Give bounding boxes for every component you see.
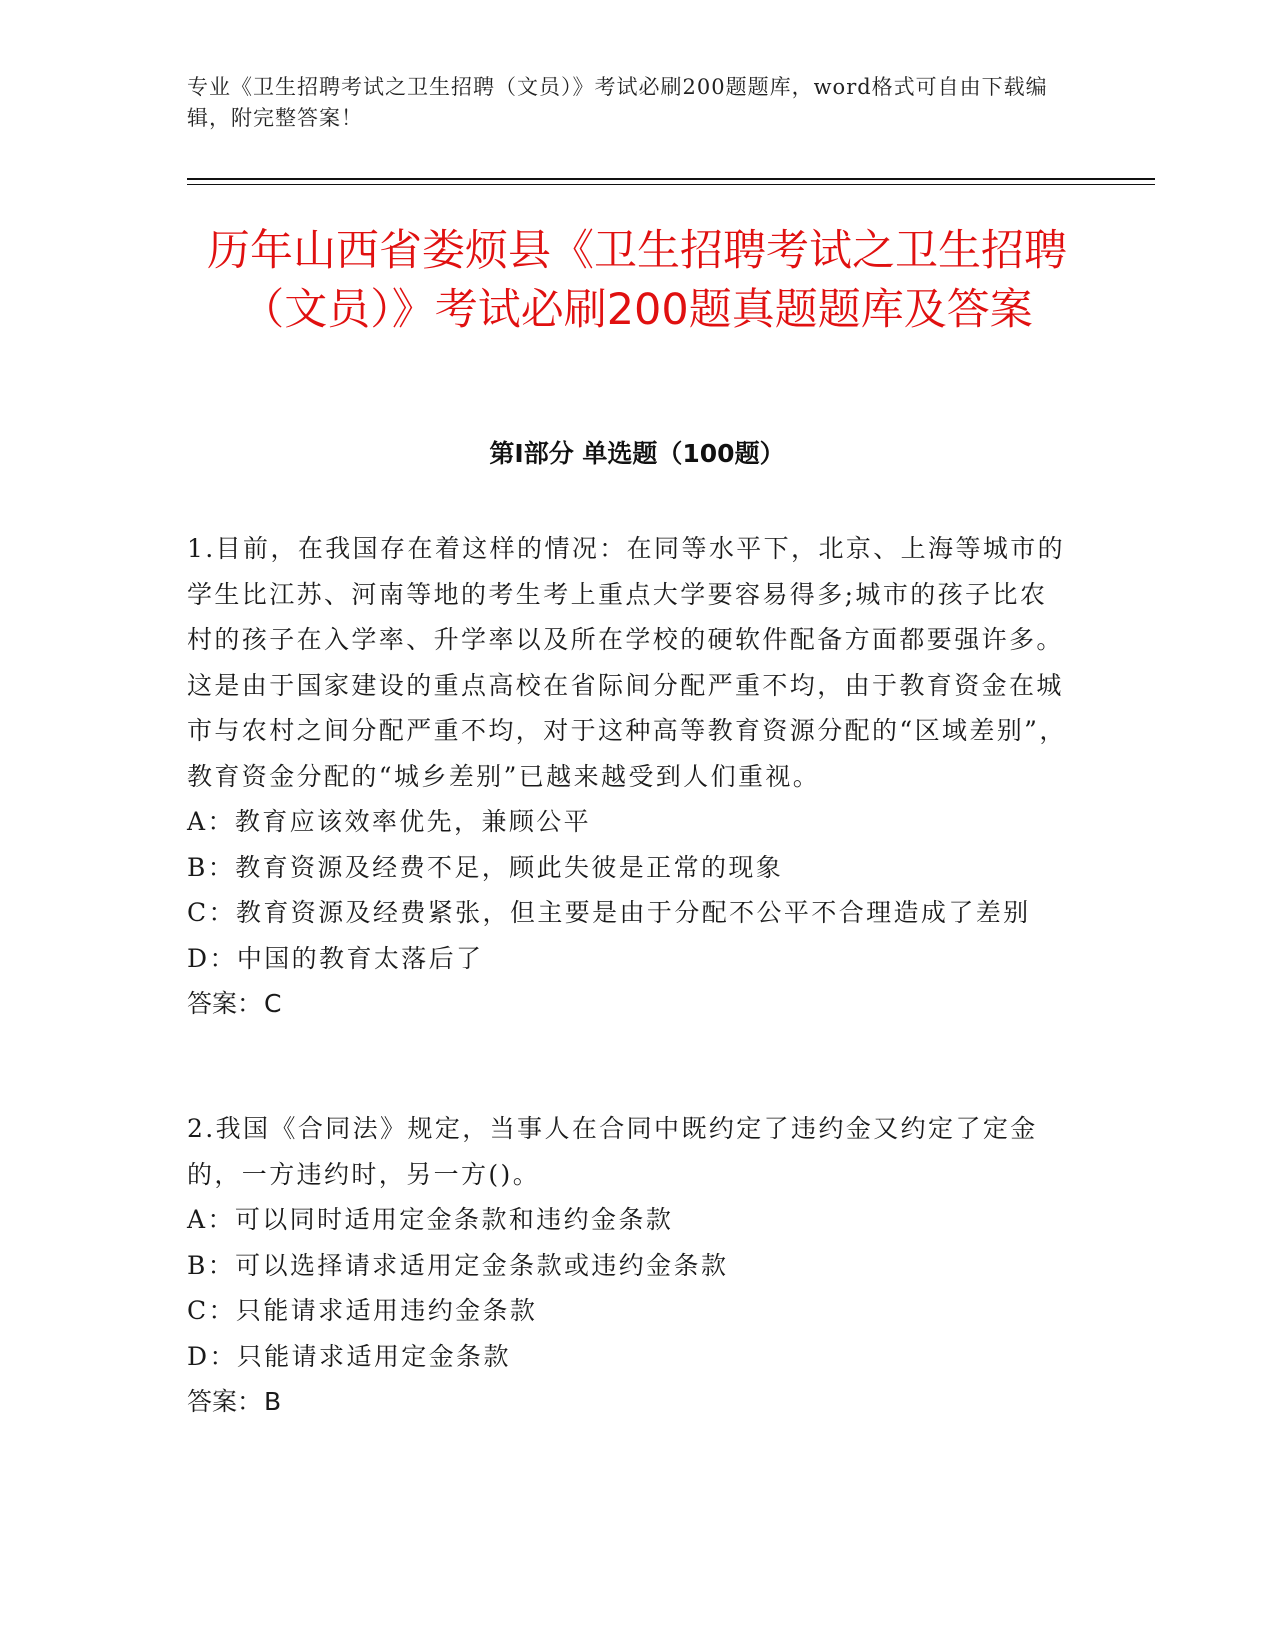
header-divider-thin [187, 184, 1155, 185]
answer-value: B [264, 1387, 282, 1416]
header-note: 专业《卫生招聘考试之卫生招聘（文员）》考试必刷200题题库，word格式可自由下载编辑，附完整答案！ [187, 75, 1048, 130]
answer-label: 答案： [187, 1387, 263, 1416]
option-c: C：教育资源及经费紧张，但主要是由于分配不公平不合理造成了差别 [187, 898, 1031, 927]
question-1 [187, 526, 1072, 1027]
section-title: 第Ⅰ部分 单选题（100题） [489, 439, 785, 468]
header-divider-thick [187, 178, 1155, 180]
document-title: 历年山西省娄烦县《卫生招聘考试之卫生招聘（文员）》考试必刷200题真题题库及答案 [207, 226, 1067, 335]
question-stem: 2.我国《合同法》规定，当事人在合同中既约定了违约金又约定了定金的，一方违约时，另一方()。 [187, 1114, 1038, 1189]
option-d: D：只能请求适用定金条款 [187, 1341, 511, 1371]
answer-value: C [264, 989, 282, 1018]
question-2 [187, 1106, 1072, 1425]
answer-line [187, 981, 1072, 1027]
option-d: D：中国的教育太落后了 [187, 943, 484, 973]
option-c: C：只能请求适用违约金条款 [187, 1296, 538, 1325]
option-a: A：教育应该效率优先，兼顾公平 [187, 807, 592, 836]
question-stem: 1.目前，在我国存在着这样的情况：在同等水平下，北京、上海等城市的学生比江苏、河南等地的考生考上重点大学要容易得多;城市的孩子比农村的孩子在入学率、升学率以及所在学校的硬软件配备方面都要强许多。这是由于国家建设的重点高校在省际间分配严重不均，由于教育资金在城市与农村之间分配严重不均，对于这种高等教育资源分配的“区域差别”，教育资金分配的“城乡差别”已越来越受到人们重视。 [187, 534, 1067, 791]
option-b: B：教育资源及经费不足，顾此失彼是正常的现象 [187, 852, 784, 882]
answer-line [187, 1379, 1072, 1425]
option-b: B：可以选择请求适用定金条款或违约金条款 [187, 1250, 729, 1280]
option-a: A：可以同时适用定金条款和违约金条款 [187, 1205, 674, 1234]
answer-label: 答案： [187, 989, 263, 1018]
